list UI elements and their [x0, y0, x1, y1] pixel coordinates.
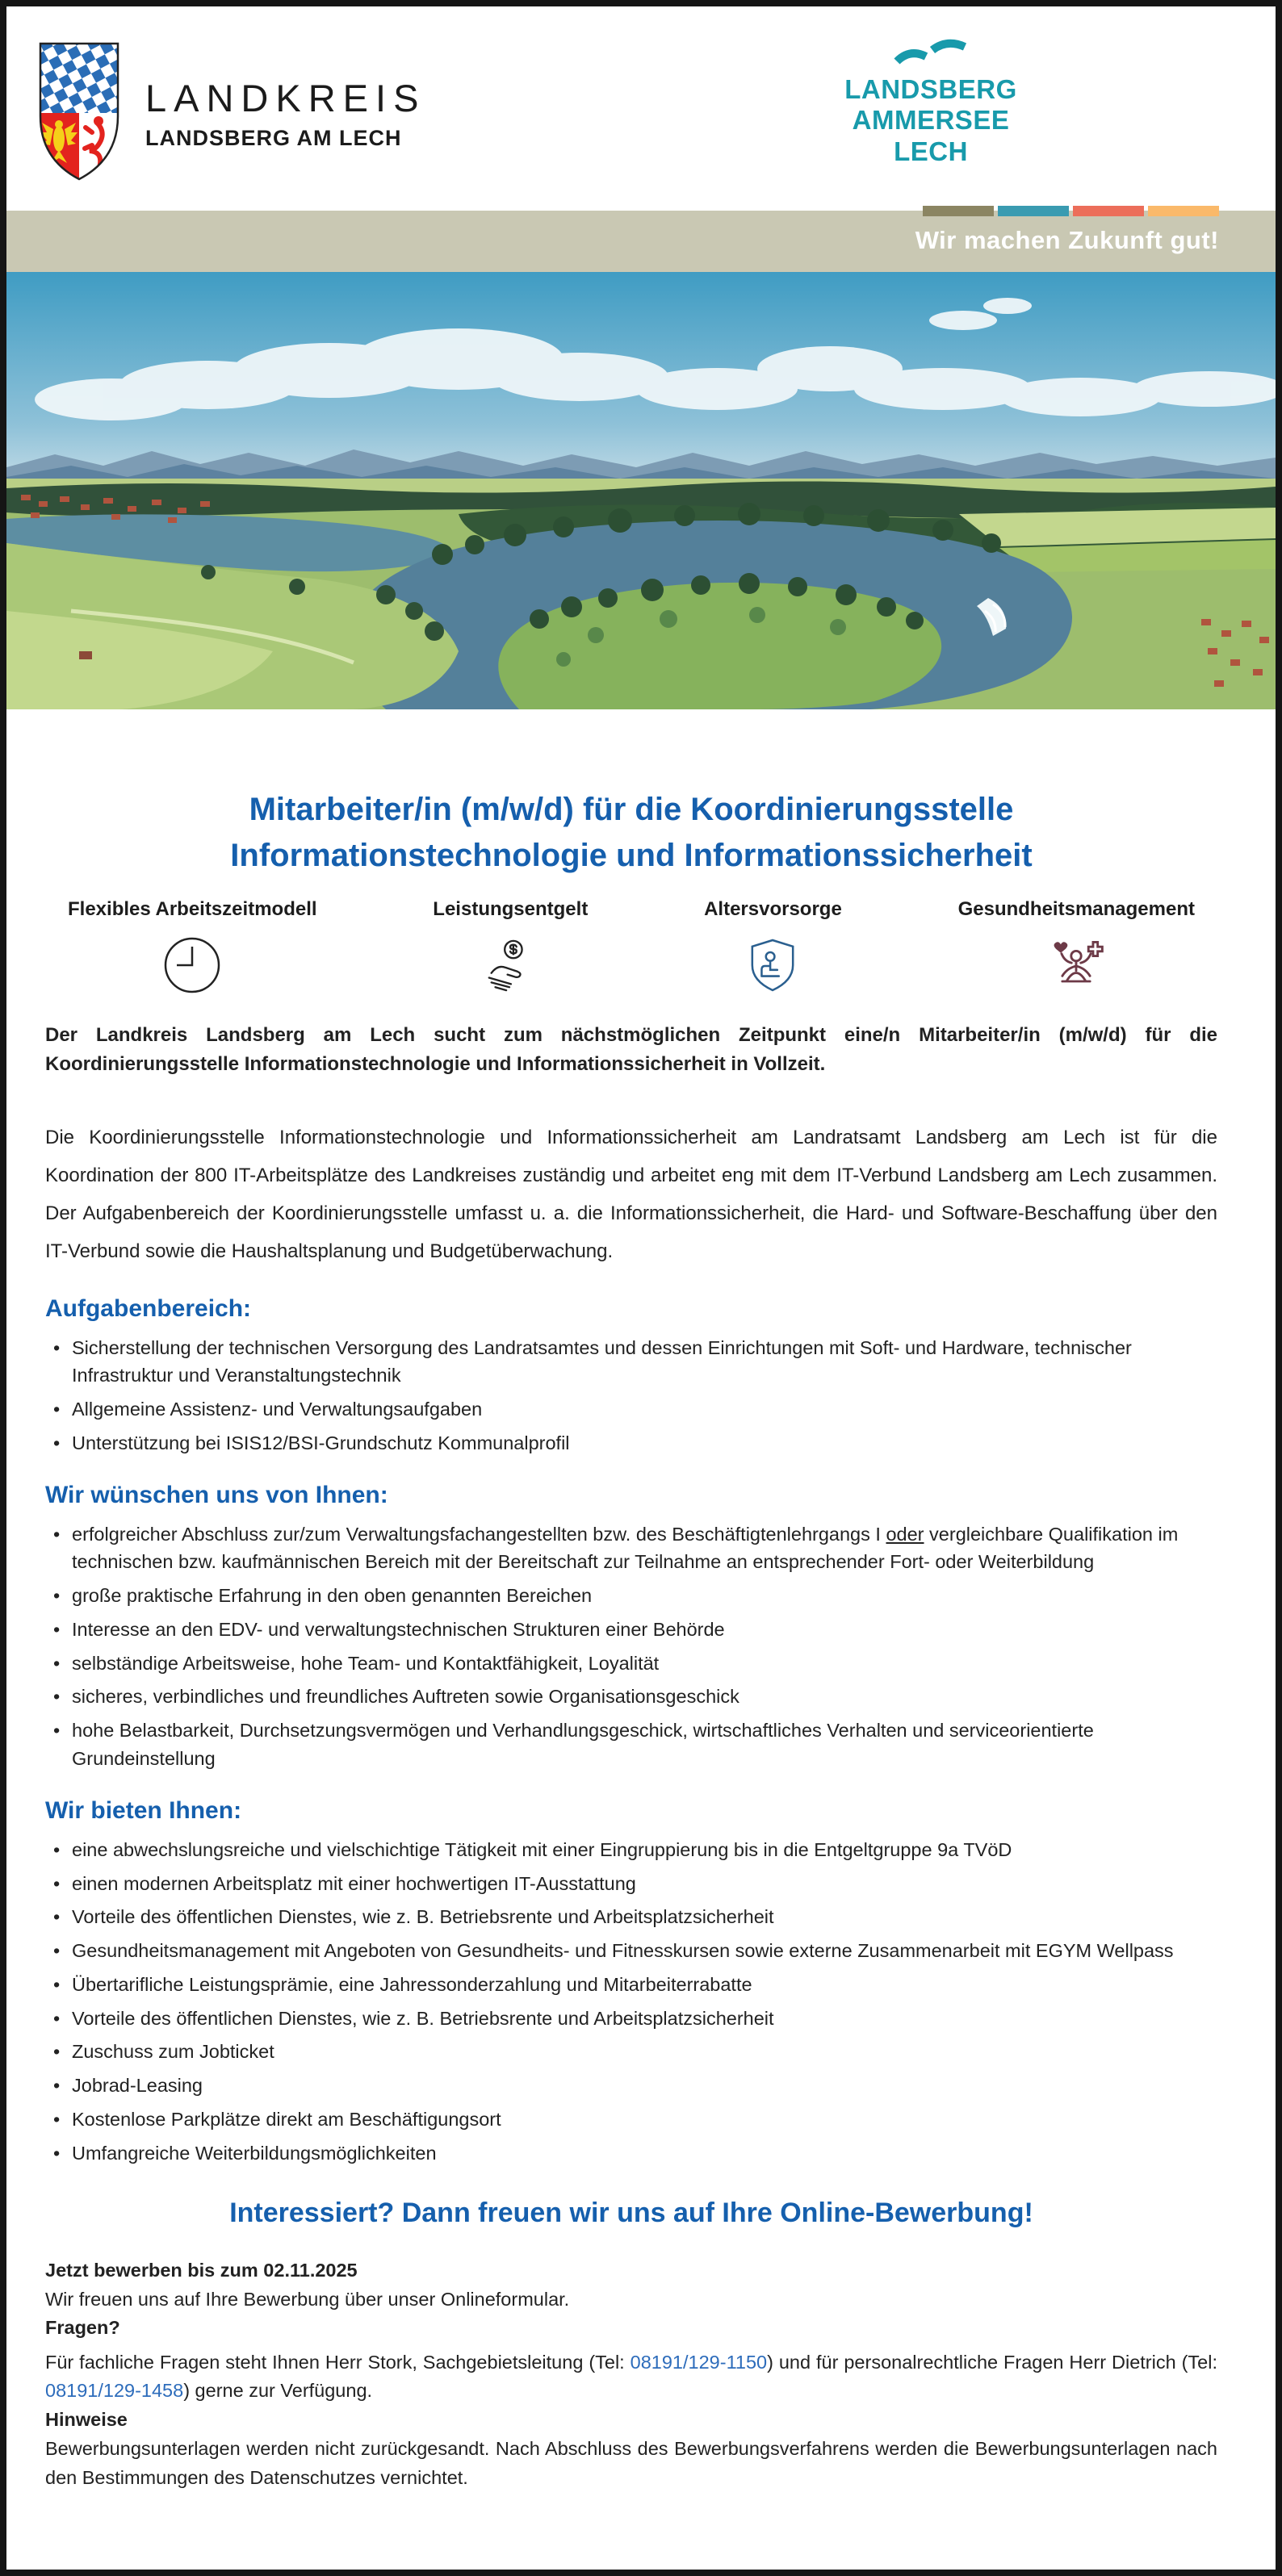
online-note: Wir freuen uns auf Ihre Bewerbung über unser Onlineformular.	[45, 2288, 570, 2310]
job-title-line2: Informationstechnologie und Informationssicherheit	[230, 838, 1033, 874]
list-item: • hohe Belastbarkeit, Durchsetzungsvermögen und Verhandlungsgeschick, wirtschaftliches Verhalten und serviceorientierte Grundeinstellung	[45, 1717, 1217, 1773]
bar-teal	[998, 206, 1069, 216]
list-item: • selbständige Arbeitsweise, hohe Team- und Kontaktfähigkeit, Loyalität	[45, 1650, 1217, 1678]
masthead	[6, 6, 1276, 211]
apply-block	[45, 2256, 1217, 2492]
bar-orange	[1148, 206, 1219, 216]
phone-link-1[interactable]: 08191/129-1150	[630, 2352, 768, 2373]
hero-photo	[6, 272, 1276, 709]
list-item: • Kostenlose Parkplätze direkt am Beschäftigungsort	[45, 2106, 1217, 2134]
county-crest-icon	[39, 39, 119, 184]
section-heading-aufgabenbereich: Aufgabenbereich:	[45, 1294, 252, 1322]
org-wordmark	[145, 76, 425, 151]
intro-paragraph: Der Landkreis Landsberg am Lech sucht zum nächstmöglichen Zeitpunkt eine/n Mitarbeiter/in (m/w/d) für die Koordinierungsstelle Informationstechnologie und Informationssicherheit in Vollzeit.	[45, 1024, 1217, 1076]
waves-icon	[892, 36, 970, 68]
clock-icon	[161, 932, 223, 998]
list-item: • Sicherstellung der technischen Versorgung des Landratsamtes und dessen Einrichtungen mit Soft- und Hardware, technischer Infrastruktur und Veranstaltungstechnik	[45, 1334, 1217, 1390]
job-title-line1: Mitarbeiter/in (m/w/d) für die Koordinierungsstelle	[249, 792, 1014, 827]
contact-paragraph: Für fachliche Fragen steht Ihnen Herr Stork, Sachgebietsleitung (Tel: 08191/129-1150) und für personalrechtliche Fragen Herr Dietrich (Tel: 08191/129-1458) gerne zur Verfügung.	[45, 2352, 1218, 2402]
list-item: • sicheres, verbindliches und freundliches Auftreten sowie Organisationsgeschick	[45, 1683, 1217, 1711]
org-subname: LANDSBERG AM LECH	[145, 126, 402, 150]
benefit-item-altersvorsorge: Altersvorsorge	[704, 898, 842, 998]
notes-label: Hinweise	[45, 2408, 128, 2430]
health-meditation-icon	[1044, 932, 1108, 998]
slogan-band	[6, 211, 1276, 272]
bullet-list-aufgabenbereich	[45, 1334, 1217, 1457]
benefit-item-gesundheit: Gesundheitsmanagement	[958, 898, 1195, 998]
region-logo	[818, 36, 1044, 167]
bullet-list-bieten	[45, 1836, 1217, 2168]
list-item: • Umfangreiche Weiterbildungsmöglichkeiten	[45, 2139, 1217, 2168]
benefit-item-leistungsentgelt: Leistungsentgelt	[433, 898, 588, 998]
list-item: • Interesse an den EDV- und verwaltungstechnischen Strukturen einer Behörde	[45, 1616, 1217, 1644]
list-item: • Unterstützung bei ISIS12/BSI-Grundschutz Kommunalprofil	[45, 1429, 1217, 1457]
color-bars	[923, 206, 1219, 216]
list-item: • Gesundheitsmanagement mit Angeboten von Gesundheits- und Fitnesskursen sowie externe Zusammenarbeit mit EGYM Wellpass	[45, 1937, 1217, 1965]
section-heading-wuenschen: Wir wünschen uns von Ihnen:	[45, 1481, 388, 1508]
slogan-text: Wir machen Zukunft gut!	[915, 226, 1219, 254]
list-item: • einen modernen Arbeitsplatz mit einer hochwertigen IT-Ausstattung	[45, 1870, 1217, 1898]
list-item: • eine abwechslungsreiche und vielschichtige Tätigkeit mit einer Eingruppierung bis in die Entgeltgruppe 9a TVöD	[45, 1836, 1217, 1864]
list-item: • große praktische Erfahrung in den oben genannten Bereichen	[45, 1582, 1217, 1610]
phone-link-2[interactable]: 08191/129-1458	[45, 2380, 184, 2402]
benefit-item-arbeitszeit: Flexibles Arbeitszeitmodell	[68, 898, 317, 998]
questions-label: Fragen?	[45, 2316, 120, 2338]
notes-paragraph: Bewerbungsunterlagen werden nicht zurückgesandt. Nach Abschluss des Bewerbungsverfahrens werden die Bewerbungsunterlagen nach den Bestimmungen des Datenschutzes vernichtet.	[45, 2437, 1217, 2489]
list-item: • Vorteile des öffentlichen Dienstes, wie z. B. Betriebsrente und Arbeitsplatzsicherheit	[45, 1903, 1217, 1931]
cta-line: Interessiert? Dann freuen wir uns auf Ihre Online-Bewerbung!	[229, 2198, 1033, 2229]
list-item: • erfolgreicher Abschluss zur/zum Verwaltungsfachangestellten bzw. des Beschäftigtenlehrgangs I oder vergleichbare Qualifikation im technischen bzw. kaufmännischen Bereich mit der Bereitschaft zur Teilnahme an entsprechender Fort- oder Weiterbildung	[45, 1520, 1217, 1577]
list-item: • Übertarifliche Leistungsprämie, eine Jahressonderzahlung und Mitarbeiterrabatte	[45, 1971, 1217, 1999]
bullet-list-wuenschen	[45, 1520, 1217, 1773]
bar-coral	[1073, 206, 1144, 216]
description-paragraph: Die Koordinierungsstelle Informationstechnologie und Informationssicherheit am Landratsamt Landsberg am Lech ist für die Koordination der 800 IT-Arbeitsplätze des Landkreises zuständig und arbeitet eng mit dem IT-Verbund Landsberg am Lech zusammen. Der Aufgabenbereich der Koordinierungsstelle umfasst u. a. die Informationssicherheit, die Hard- und Software-Beschaffung über den IT-Verbund sowie die Haushaltsplanung und Budgetüberwachung.	[45, 1127, 1217, 1262]
bar-olive	[923, 206, 994, 216]
pension-shield-icon	[748, 932, 798, 998]
page-title	[45, 787, 1217, 879]
list-item: • Vorteile des öffentlichen Dienstes, wie z. B. Betriebsrente und Arbeitsplatzsicherheit	[45, 2005, 1217, 2033]
section-heading-bieten: Wir bieten Ihnen:	[45, 1796, 242, 1824]
benefits-row	[45, 898, 1217, 998]
deadline-line: Jetzt bewerben bis zum 02.11.2025	[45, 2260, 358, 2281]
region-logo-text: LANDSBERG AMMERSEE LECH	[844, 74, 1017, 166]
posting-body	[6, 787, 1276, 2493]
list-item: • Jobrad-Leasing	[45, 2072, 1217, 2100]
list-item: • Zuschuss zum Jobticket	[45, 2038, 1217, 2066]
list-item: • Allgemeine Assistenz- und Verwaltungsaufgaben	[45, 1395, 1217, 1424]
org-name: LANDKREIS	[145, 77, 426, 119]
money-hand-icon	[482, 932, 538, 998]
